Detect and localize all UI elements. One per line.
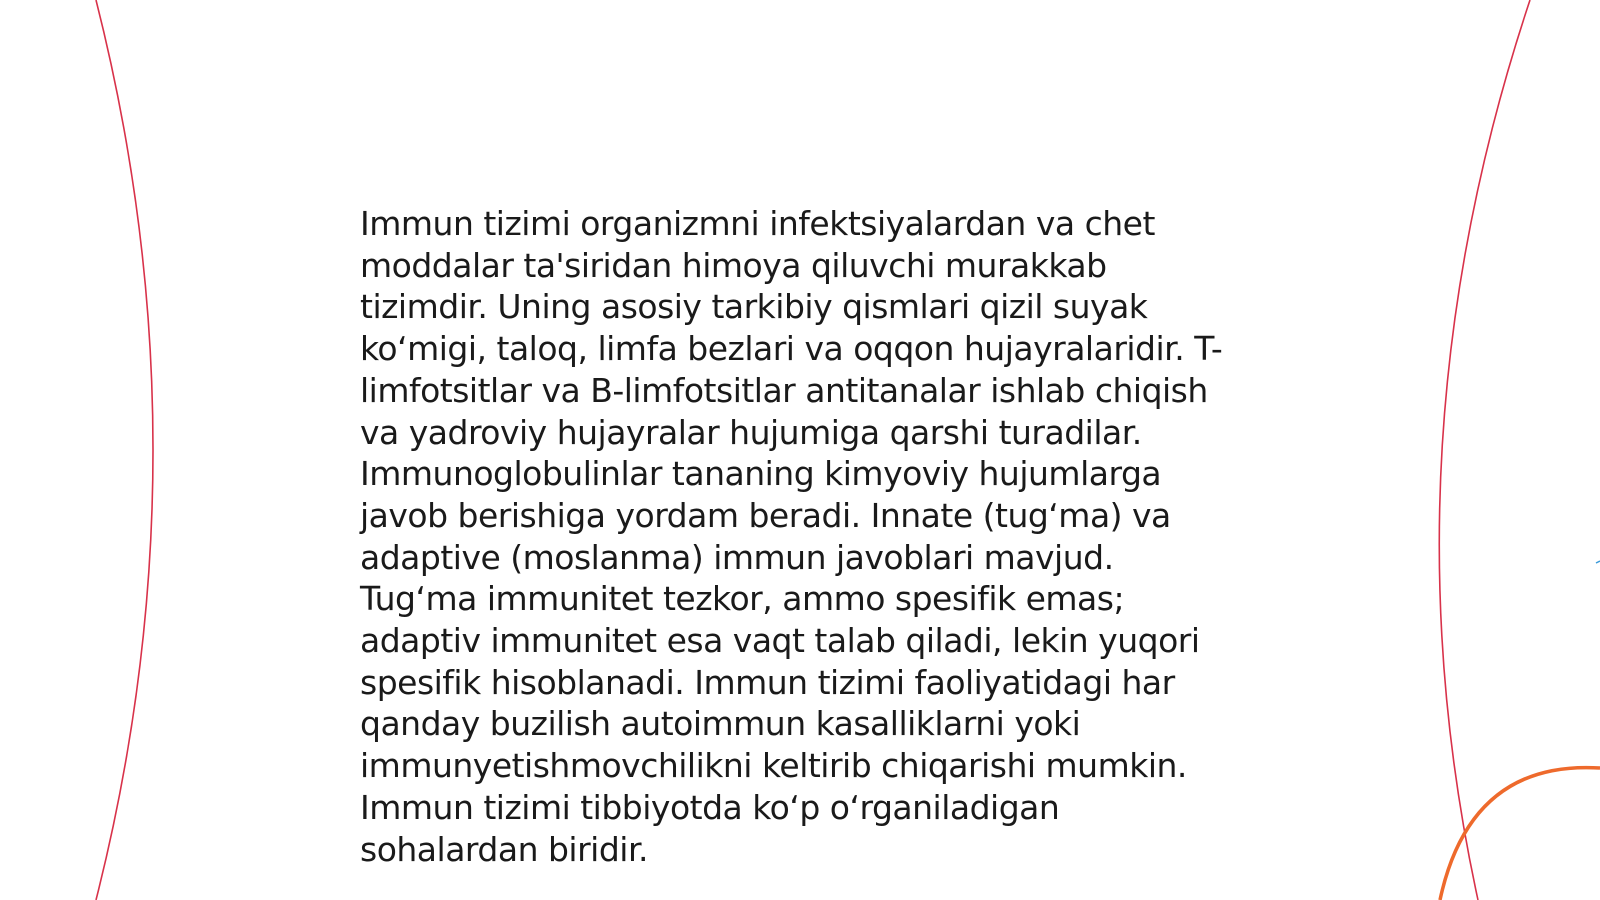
body-line: Immun tizimi tibbiyotda ko‘p o‘rganiladigan — [360, 787, 1060, 827]
body-line: Immun tizimi organizmni infektsiyalardan va chet — [360, 204, 1155, 243]
body-line: tizimdir. Uning asosiy tarkibiy qismlari qizil suyak — [360, 287, 1148, 327]
body-line: spesifik hisoblanadi. Immun tizimi faoliyatidagi har — [360, 662, 1175, 702]
body-line: javob berishiga yordam beradi. Innate (tug‘ma) va — [360, 495, 1171, 535]
body-line: adaptive (moslanma) immun javoblari mavjud. — [360, 537, 1114, 577]
body-line: moddalar ta'siridan himoya qiluvchi murakkab — [360, 245, 1107, 285]
body-line: va yadroviy hujayralar hujumiga qarshi turadilar. — [360, 412, 1142, 452]
body-line: sohalardan biridir. — [360, 829, 648, 869]
left-arc-line — [96, 0, 153, 900]
body-line: ko‘migi, taloq, limfa bezlari va oqqon hujayralaridir. T- — [360, 329, 1223, 369]
right-arc-line — [1439, 0, 1530, 900]
body-line: immunyetishmovchilikni keltirib chiqarishi mumkin. — [360, 746, 1187, 786]
body-line: Tug‘ma immunitet tezkor, ammo spesifik emas; — [360, 579, 1125, 619]
bottom-right-orange-arc — [1440, 768, 1600, 900]
right-edge-accent-mark — [1596, 561, 1600, 563]
slide-body-text — [360, 203, 1240, 870]
body-line: qanday buzilish autoimmun kasalliklarni yoki — [360, 704, 1081, 744]
body-line: Immunoglobulinlar tananing kimyoviy hujumlarga — [360, 454, 1162, 494]
body-line: limfotsitlar va B-limfotsitlar antitanalar ishlab chiqish — [360, 370, 1208, 410]
body-line: adaptiv immunitet esa vaqt talab qiladi, lekin yuqori — [360, 621, 1200, 661]
